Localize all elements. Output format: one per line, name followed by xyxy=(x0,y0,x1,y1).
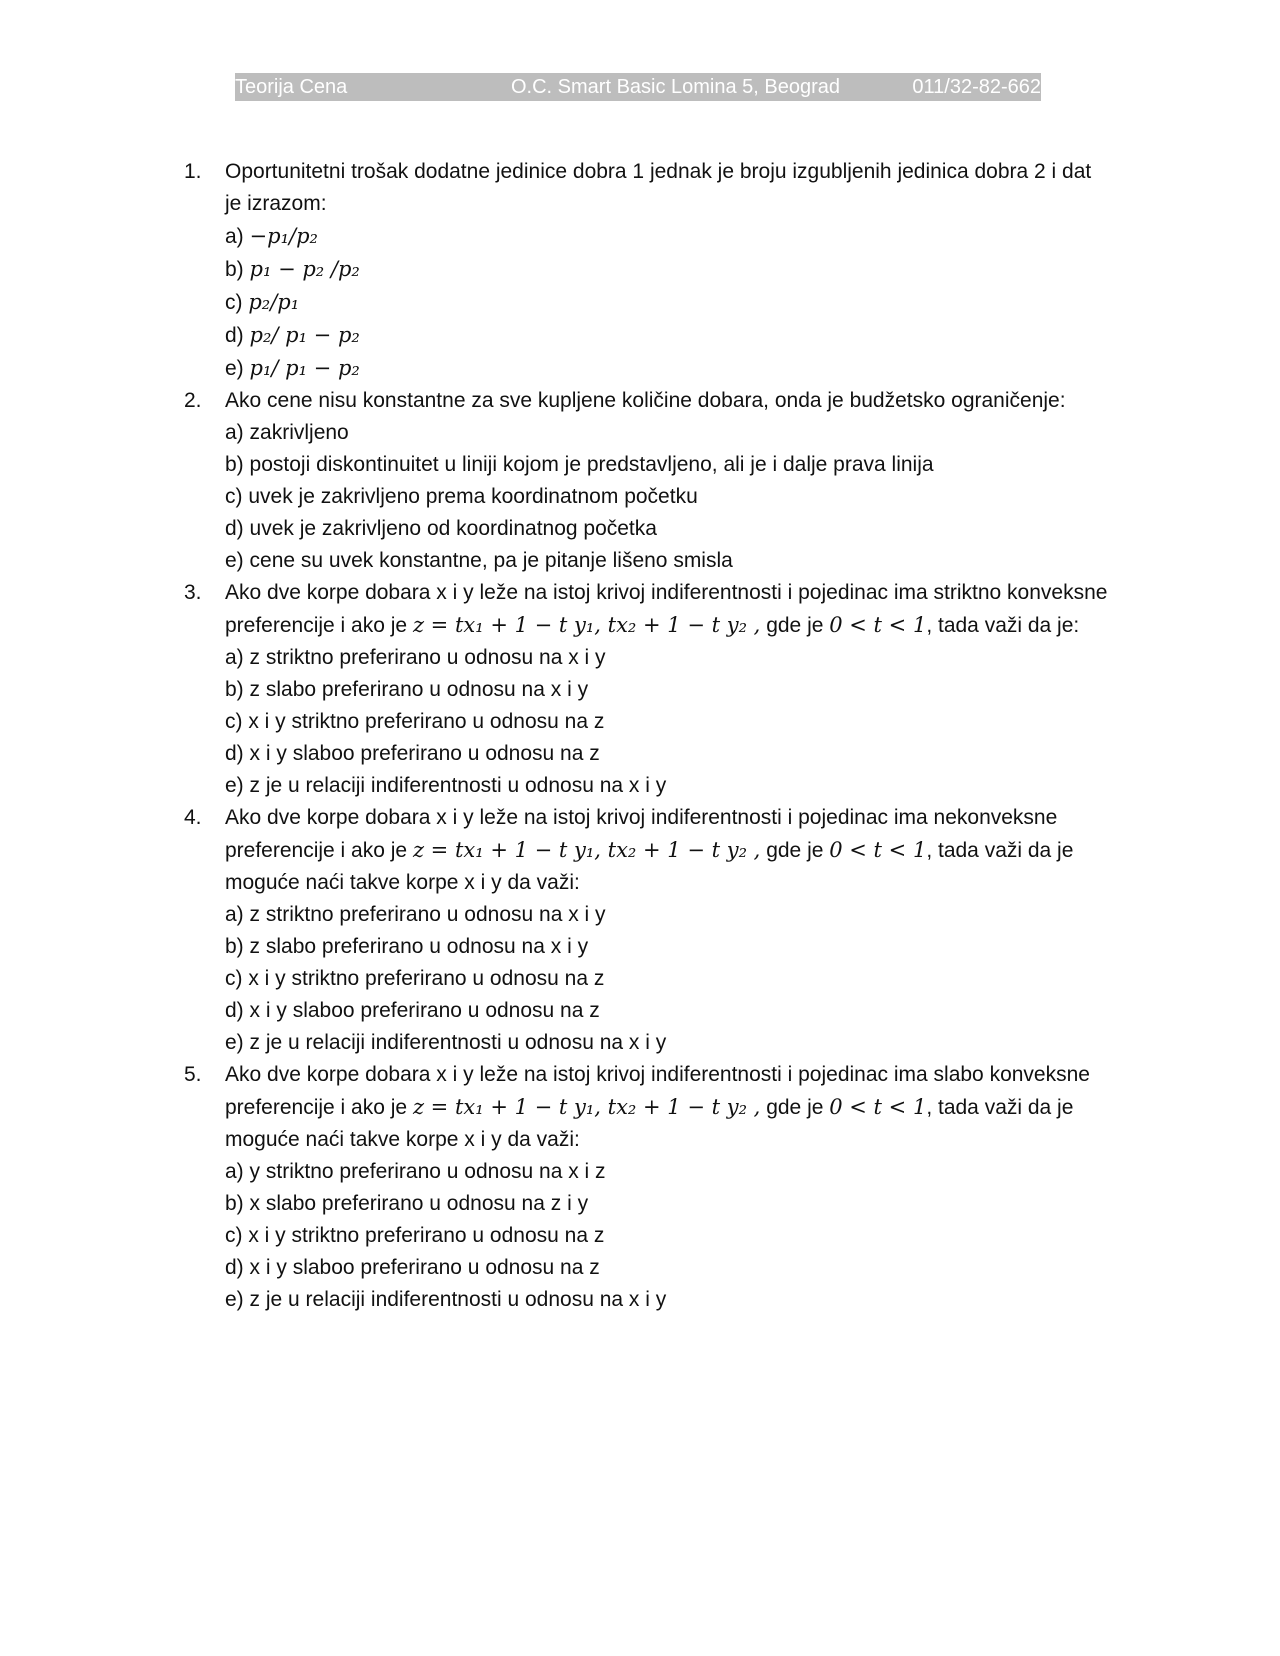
option-a xyxy=(225,417,1124,449)
question-3 xyxy=(184,577,1124,802)
option-label: b) xyxy=(225,678,244,701)
option-label: c) xyxy=(225,967,243,990)
question-text: preferencije i ako je xyxy=(225,1096,413,1119)
option-expression: p₂/p₁ xyxy=(248,290,300,314)
option-text: x i y slaboo preferirano u odnosu na z xyxy=(249,742,600,765)
option-c xyxy=(225,706,1124,738)
option-label: e) xyxy=(225,774,244,797)
option-c xyxy=(225,481,1124,513)
question-text: gde je xyxy=(760,1096,830,1119)
option-e xyxy=(225,1284,1124,1316)
option-e xyxy=(225,352,1124,385)
option-label: b) xyxy=(225,1192,244,1215)
option-label: d) xyxy=(225,324,244,347)
formula-condition: 0 < t < 1 xyxy=(829,1095,927,1119)
option-text: x i y striktno preferirano u odnosu na z xyxy=(248,1224,605,1247)
option-c xyxy=(225,286,1124,319)
option-label: c) xyxy=(225,485,243,508)
formula-z: z = tx₁ + 1 − t y₁, tx₂ + 1 − t y₂ , xyxy=(412,1095,761,1119)
option-d xyxy=(225,319,1124,352)
option-text: z je u relaciji indiferentnosti u odnosu na x i y xyxy=(249,774,667,797)
option-text: postoji diskontinuitet u liniji kojom je predstavljeno, ali je i dalje prava linija xyxy=(249,453,934,476)
option-label: a) xyxy=(225,225,244,248)
question-formula-line xyxy=(225,834,1124,867)
option-label: a) xyxy=(225,903,244,926)
question-number: 3. xyxy=(184,581,202,604)
option-b xyxy=(225,253,1124,286)
option-b xyxy=(225,449,1124,481)
option-d xyxy=(225,995,1124,1027)
option-label: a) xyxy=(225,646,244,669)
option-d xyxy=(225,738,1124,770)
question-text: moguće naći takve korpe x i y da važi: xyxy=(225,1128,580,1151)
question-1 xyxy=(184,156,1124,385)
question-text: gde je xyxy=(760,839,830,862)
option-label: d) xyxy=(225,742,244,765)
page-header xyxy=(235,73,1041,101)
question-text: Ako dve korpe dobara x i y leže na istoj krivoj indiferentnosti i pojedinac ima slabo konveksne xyxy=(225,1063,1090,1086)
option-e xyxy=(225,545,1124,577)
option-label: d) xyxy=(225,517,244,540)
question-text: gde je xyxy=(760,614,830,637)
option-text: x i y slaboo preferirano u odnosu na z xyxy=(249,1256,600,1279)
option-d xyxy=(225,513,1124,545)
formula-z: z = tx₁ + 1 − t y₁, tx₂ + 1 − t y₂ , xyxy=(412,613,761,637)
option-b xyxy=(225,931,1124,963)
option-expression: p₁ − p₂ /p₂ xyxy=(249,257,360,281)
question-2 xyxy=(184,385,1124,577)
question-4 xyxy=(184,802,1124,1059)
option-a xyxy=(225,1156,1124,1188)
option-a xyxy=(225,220,1124,253)
option-text: z je u relaciji indiferentnosti u odnosu na x i y xyxy=(249,1031,667,1054)
question-text: Ako dve korpe dobara x i y leže na istoj krivoj indiferentnosti i pojedinac ima nekonveksne xyxy=(225,806,1058,829)
option-label: c) xyxy=(225,1224,243,1247)
option-label: d) xyxy=(225,999,244,1022)
option-text: uvek je zakrivljeno od koordinatnog početka xyxy=(249,517,657,540)
option-a xyxy=(225,899,1124,931)
option-text: z je u relaciji indiferentnosti u odnosu na x i y xyxy=(249,1288,667,1311)
option-label: b) xyxy=(225,935,244,958)
option-label: e) xyxy=(225,549,244,572)
option-text: zakrivljeno xyxy=(249,421,349,444)
option-text: cene su uvek konstantne, pa je pitanje lišeno smisla xyxy=(249,549,733,572)
question-text: Oportunitetni trošak dodatne jedinice dobra 1 jednak je broju izgubljenih jedinica dobra 2 i dat xyxy=(225,160,1092,183)
option-expression: p₁/ p₁ − p₂ xyxy=(249,356,360,380)
question-text: je izrazom: xyxy=(225,192,327,215)
option-label: d) xyxy=(225,1256,244,1279)
question-text: , tada važi da je xyxy=(926,839,1074,862)
option-e xyxy=(225,770,1124,802)
option-text: y striktno preferirano u odnosu na x i z xyxy=(249,1160,606,1183)
option-text: x slabo preferirano u odnosu na z i y xyxy=(249,1192,589,1215)
option-c xyxy=(225,1220,1124,1252)
option-text: z slabo preferirano u odnosu na x i y xyxy=(249,935,589,958)
option-expression: p₂/ p₁ − p₂ xyxy=(249,323,360,347)
formula-z: z = tx₁ + 1 − t y₁, tx₂ + 1 − t y₂ , xyxy=(412,838,761,862)
option-text: uvek je zakrivljeno prema koordinatnom početku xyxy=(248,485,698,508)
option-b xyxy=(225,1188,1124,1220)
question-text: preferencije i ako je xyxy=(225,614,413,637)
option-label: b) xyxy=(225,258,244,281)
option-text: z slabo preferirano u odnosu na x i y xyxy=(249,678,589,701)
option-b xyxy=(225,674,1124,706)
question-text: Ako dve korpe dobara x i y leže na istoj krivoj indiferentnosti i pojedinac ima striktno konveksne xyxy=(225,581,1108,604)
option-text: x i y striktno preferirano u odnosu na z xyxy=(248,710,605,733)
question-number: 1. xyxy=(184,160,202,183)
question-5 xyxy=(184,1059,1124,1316)
option-text: z striktno preferirano u odnosu na x i y xyxy=(249,646,606,669)
question-number: 4. xyxy=(184,806,202,829)
question-formula-line xyxy=(225,609,1124,642)
header-phone: 011/32-82-662 xyxy=(912,76,1041,98)
option-label: c) xyxy=(225,710,243,733)
question-text: , tada važi da je: xyxy=(926,614,1080,637)
option-expression: −p₁/p₂ xyxy=(249,224,318,248)
option-e xyxy=(225,1027,1124,1059)
option-a xyxy=(225,642,1124,674)
question-number: 2. xyxy=(184,389,202,412)
option-label: a) xyxy=(225,1160,244,1183)
option-label: e) xyxy=(225,1031,244,1054)
option-text: x i y slaboo preferirano u odnosu na z xyxy=(249,999,600,1022)
option-text: x i y striktno preferirano u odnosu na z xyxy=(248,967,605,990)
question-list xyxy=(184,156,1124,1316)
question-text: , tada važi da je xyxy=(926,1096,1074,1119)
option-label: b) xyxy=(225,453,244,476)
question-text: Ako cene nisu konstantne za sve kupljene količine dobara, onda je budžetsko ograničenje: xyxy=(225,389,1066,412)
formula-condition: 0 < t < 1 xyxy=(829,613,927,637)
header-address: O.C. Smart Basic Lomina 5, Beograd xyxy=(511,76,841,98)
question-text: preferencije i ako je xyxy=(225,839,413,862)
option-d xyxy=(225,1252,1124,1284)
option-label: e) xyxy=(225,1288,244,1311)
option-c xyxy=(225,963,1124,995)
formula-condition: 0 < t < 1 xyxy=(829,838,927,862)
option-text: z striktno preferirano u odnosu na x i y xyxy=(249,903,606,926)
header-title: Teorija Cena xyxy=(235,76,348,98)
option-label: c) xyxy=(225,291,243,314)
question-formula-line xyxy=(225,1091,1124,1124)
option-label: e) xyxy=(225,357,244,380)
question-text: moguće naći takve korpe x i y da važi: xyxy=(225,871,580,894)
question-number: 5. xyxy=(184,1063,202,1086)
option-label: a) xyxy=(225,421,244,444)
